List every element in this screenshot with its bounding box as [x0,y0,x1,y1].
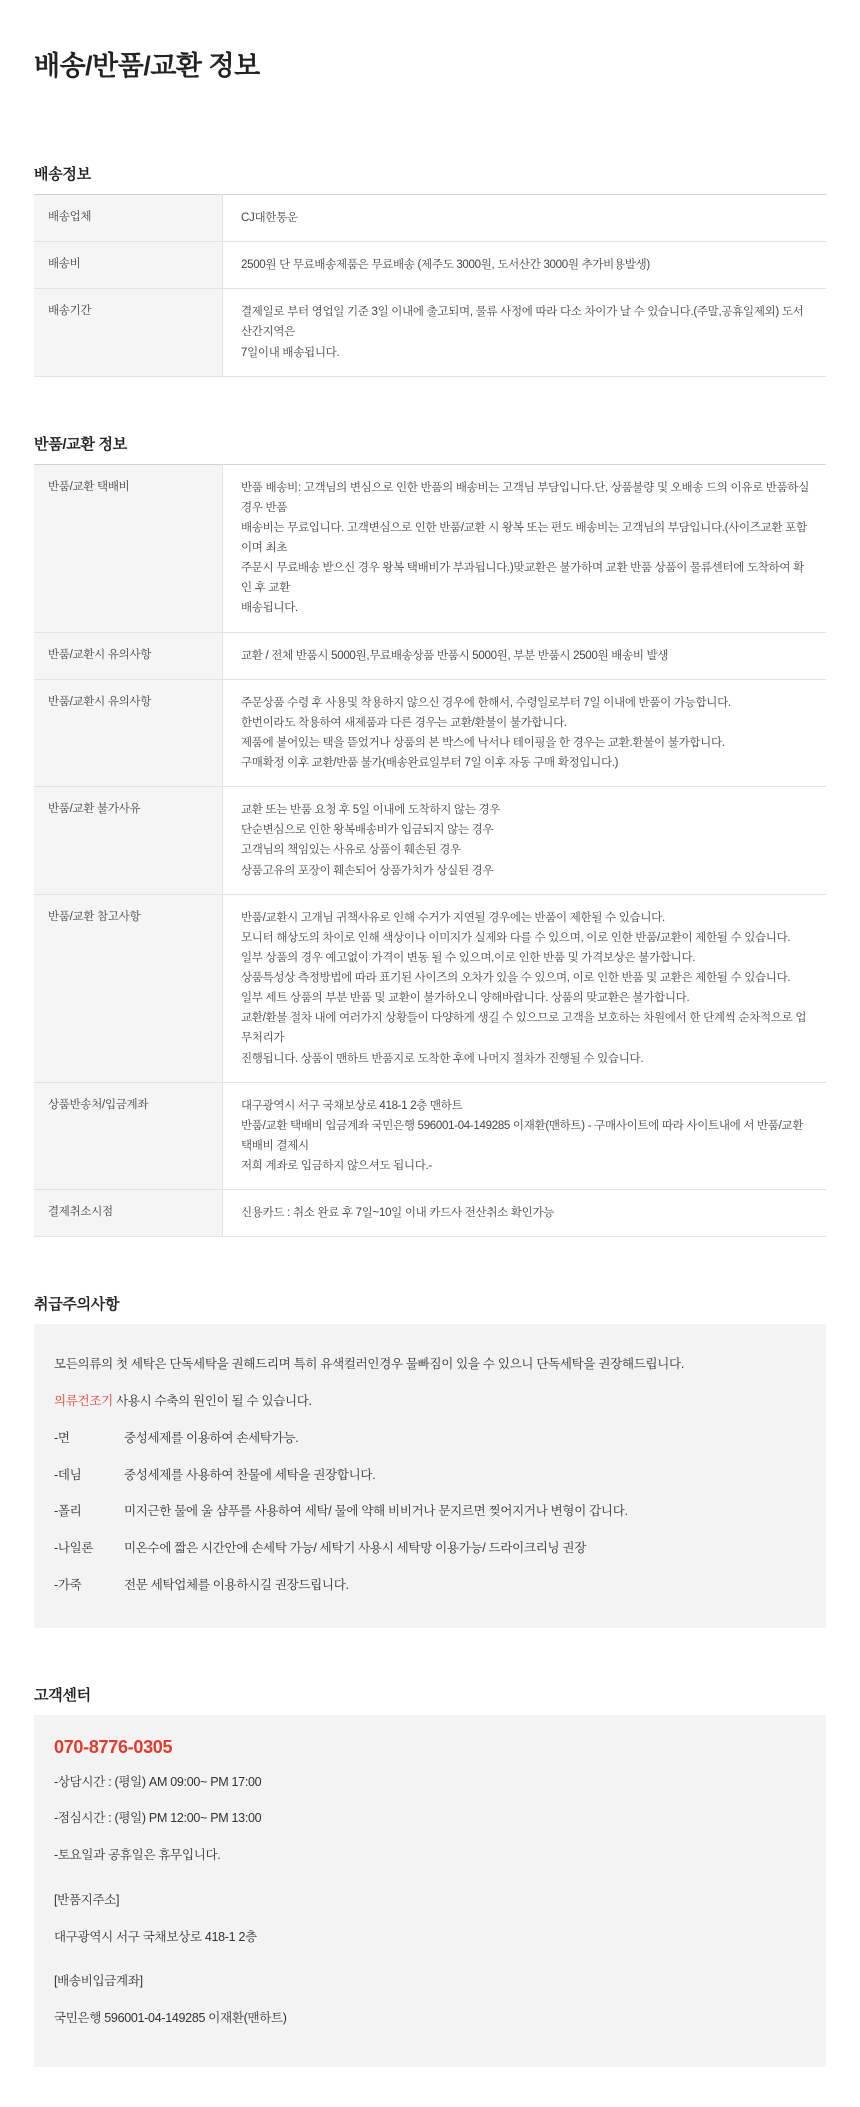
care-warning-rest: 사용시 수축의 원인이 될 수 있습니다. [112,1394,312,1408]
text-line: 교환 / 전체 반품시 5000원,무료배송상품 반품시 5000원, 부분 반품시 2500원 배송비 발생 [241,649,669,662]
return-address-label: [반품지주소] [54,1892,120,1907]
care-material-desc: 미지근한 물에 울 샴푸를 사용하여 세탁/ 물에 약해 비비거나 문지르면 찢어지거나 변형이 갑니다. [124,1504,628,1519]
table-row [34,464,826,632]
table-row [34,679,826,787]
text-line: 구매확정 이후 교환/반품 불가(배송완료일부터 7일 이후 자동 구매 확정입니다.) [241,757,619,769]
care-section-heading: 취급주의사항 [34,1296,120,1314]
row-value [223,195,827,242]
text-line: 신용카드 : 취소 완료 후 7일~10일 이내 카드사 전산취소 확인가능 [241,1207,555,1220]
text-line: 교환/환불 절차 내에 여러가지 상황들이 다양하게 생길 수 있으므로 고객을 보호하는 차원에서 한 단계씩 순차적으로 업무처리가 [241,1012,807,1045]
consult-hours: -상담시간 : (평일) AM 09:00~ PM 17:00 [54,1774,262,1789]
row-label: 배송업체 [34,195,223,242]
returns-table-body [34,464,826,1237]
text-line: 주문상품 수령 후 사용및 착용하지 않으신 경우에 한해서, 수령일로부터 7일 이내에 반품이 가능합니다. [241,696,731,709]
table-row [34,632,826,679]
care-material-label: -나일론 [54,1541,94,1555]
text-line: 7일이내 배송됩니다. [241,346,340,359]
list-item [54,1530,806,1567]
row-label: 반품/교환시 유의사항 [34,679,223,787]
text-line: 제품에 붙어있는 택을 뜯었거나 상품의 본 박스에 낙서나 테이핑을 한 경우는 교환.환불이 불가합니다. [241,736,725,749]
table-row [34,787,826,895]
row-value [223,242,827,289]
text-line: 반품 배송비: 고객님의 변심으로 인한 반품의 배송비는 고객님 부담입니다.단, 상품불량 및 오배송 드의 이유로 반품하실 경우 반품 [241,481,810,514]
text-line: 고객님의 책임있는 사유로 상품이 훼손된 경우 [241,844,461,857]
list-item [54,1567,806,1604]
text-line: CJ대한통운 [241,212,298,224]
table-row [34,1082,826,1190]
row-label: 배송기간 [34,289,223,376]
care-instructions-box [34,1324,826,1627]
row-value [223,787,827,895]
return-address-value: 대구광역시 서구 국채보상로 418-1 2층 [54,1929,257,1944]
customer-center-box [34,1715,826,2067]
row-value [223,679,827,787]
care-material-desc: 중성세제를 이용하여 손세탁가능. [124,1430,299,1445]
row-label: 배송비 [34,242,223,289]
row-label: 결제취소시점 [34,1190,223,1237]
care-material-label: -면 [54,1430,70,1445]
row-label: 상품반송처/입금계좌 [34,1082,223,1190]
customer-center-phone[interactable]: 070-8776-0305 [54,1736,173,1757]
text-line: 결제일로 부터 영업일 기준 3일 이내에 출고되며, 물류 사정에 따라 다소 차이가 날 수 있습니다.(주말,공휴일제외) 도서산간지역은 [241,306,804,339]
text-line: 주문시 무료배송 받으신 경우 왕복 택배비가 부과됩니다.)맞교환은 불가하며 교환 반품 상품이 물류센터에 도착하여 확인 후 교환 [241,562,804,595]
lunch-hours: -점심시간 : (평일) PM 12:00~ PM 13:00 [54,1811,262,1826]
care-material-label: -폴리 [54,1504,82,1519]
care-material-desc: 미온수에 짧은 시간안에 손세탁 가능/ 세탁기 사용시 세탁망 이용가능/ 드라이크리닝 권장 [124,1541,586,1555]
text-line: 상품특성상 측정방법에 따라 표기된 사이즈의 오차가 있을 수 있으며, 이로 인한 반품 및 교환은 제한될 수 있습니다. [241,972,791,984]
text-line: 단순변심으로 인한 왕복배송비가 입금되지 않는 경우 [241,824,494,837]
row-value [223,464,827,632]
customer-center-section-heading: 고객센터 [34,1686,91,1704]
care-intro-text: 모든의류의 첫 세탁은 단독세탁을 권해드리며 특히 유색컬러인경우 물빠짐이 있을 수 있으니 단독세탁을 권장해드립니다. [54,1357,685,1372]
row-label: 반품/교환 참고사항 [34,894,223,1082]
returns-section-heading: 반품/교환 정보 [34,435,127,453]
list-item [54,1493,806,1530]
table-row [34,894,826,1082]
text-line: 배송비는 무료입니다. 고객변심으로 인한 반품/교환 시 왕복 또는 편도 배송비는 고객님의 부담입니다.(사이즈교환 포함이며 최초 [241,521,807,554]
row-value [223,289,827,376]
page-title: 배송/반품/교환 정보 [34,51,260,81]
row-label: 반품/교환 불가사유 [34,787,223,895]
row-value [223,1082,827,1190]
list-item [54,1420,806,1457]
table-row [34,195,826,242]
text-line: 모니터 해상도의 차이로 인해 색상이나 이미지가 실제와 다를 수 있으며, 이로 인한 반품/교환이 제한될 수 있습니다. [241,931,791,944]
bank-account-label: [배송비입금계좌] [54,1974,143,1989]
row-value [223,894,827,1082]
row-label: 반품/교환 택배비 [34,464,223,632]
text-line: 일부 세트 상품의 부분 반품 및 교환이 불가하오니 양해바랍니다. 상품의 맞교환은 불가합니다. [241,992,690,1005]
shipping-info-table [34,194,826,377]
table-row [34,242,826,289]
shipping-table-body [34,195,826,377]
care-material-desc: 전문 세탁업체를 이용하시길 권장드립니다. [124,1577,349,1592]
holiday-notice: -토요일과 공휴일은 휴무입니다. [54,1848,221,1862]
care-material-desc: 중성세제를 사용하여 찬물에 세탁을 권장합니다. [124,1467,376,1482]
spacer [54,1955,806,1963]
care-material-label: -데님 [54,1467,82,1482]
text-line: 저희 계좌로 입금하지 않으셔도 됩니다.- [241,1160,432,1172]
text-line: 상품고유의 포장이 훼손되어 상품가치가 상실된 경우 [241,864,494,877]
text-line: 일부 상품의 경우 예고없이 가격이 변동 될 수 있으며,이로 인한 반품 및 가격보상은 불가합니다. [241,951,696,964]
row-value [223,632,827,679]
text-line: 배송됩니다. [241,602,298,615]
text-line: 반품/교환시 고개님 귀책사유로 인해 수거가 지연될 경우에는 반품이 제한될 수 있습니다. [241,911,665,924]
bank-account-value: 국민은행 596001-04-149285 이재환(맨하트) [54,2011,287,2025]
shipping-section-heading: 배송정보 [34,166,91,183]
spacer [54,1874,806,1882]
text-line: 교환 또는 반품 요청 후 5일 이내에 도착하지 않는 경우 [241,804,501,817]
list-item [54,1457,806,1494]
text-line: 대구광역시 서구 국채보상로 418-1 2층 맨하트 [241,1099,463,1112]
text-line: 진행됩니다. 상품이 맨하트 반품지로 도착한 후에 나머지 절차가 진행될 수 있습니다. [241,1052,644,1065]
table-row [34,1190,826,1237]
care-material-label: -가죽 [54,1577,82,1592]
text-line: 한번이라도 착용하여 새제품과 다른 경우는 교환/환불이 불가합니다. [241,716,567,729]
table-row [34,289,826,376]
care-warning-highlight: 의류건조기 [54,1394,113,1408]
care-warning-text [54,1383,806,1420]
returns-info-table [34,464,826,1238]
row-value [223,1190,827,1237]
text-line: 반품/교환 택배비 입금계좌 국민은행 596001-04-149285 이재환(맨하트) - 구매사이트에 따라 사이트내에 서 반품/교환 택배비 결제시 [241,1119,804,1152]
row-label: 반품/교환시 유의사항 [34,632,223,679]
text-line: 2500원 단 무료배송제품은 무료배송 (제주도 3000원, 도서산간 3000원 추가비용발생) [241,259,650,272]
